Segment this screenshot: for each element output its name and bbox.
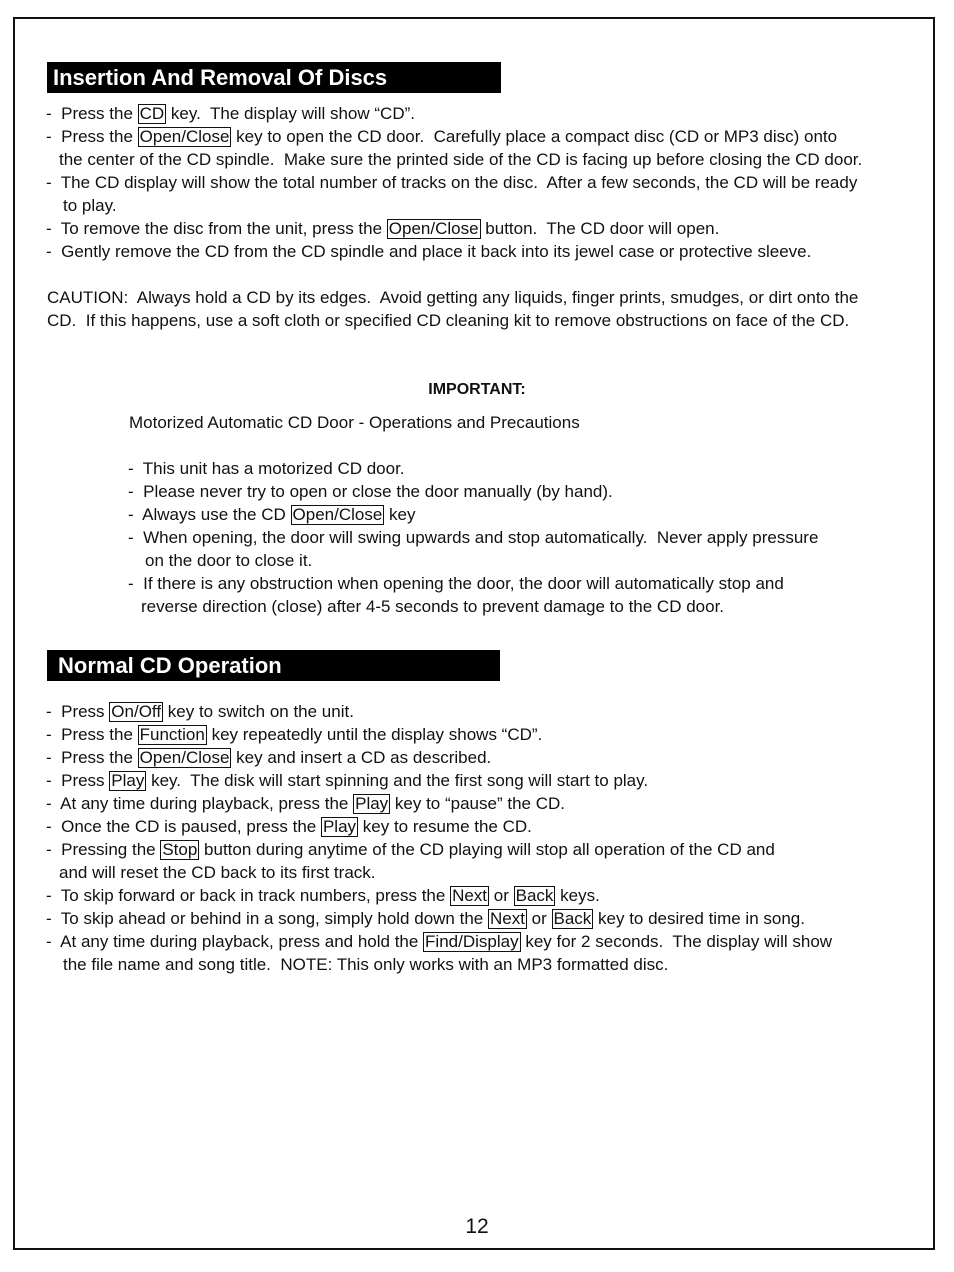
precaution-line: - If there is any obstruction when opening the door, the door will automatically stop and (128, 574, 784, 593)
key-label-back: Back (515, 886, 554, 905)
instruction-line: - At any time during playback, press and hold the Find/Display key for 2 seconds. The display will show (46, 932, 833, 951)
key-label-play: Play (355, 794, 389, 813)
instruction-line: the center of the CD spindle. Make sure the printed side of the CD is facing up before closing the CD door. (59, 150, 863, 169)
precaution-line: - This unit has a motorized CD door. (128, 459, 405, 478)
instruction-line: - Press Play key. The disk will start spinning and the first song will start to play. (46, 771, 649, 790)
instruction-line: - Once the CD is paused, press the Play key to resume the CD. (46, 817, 532, 836)
key-label-next: Next (489, 909, 525, 928)
key-label-function: Function (139, 725, 205, 744)
section-heading-normal-cd: Normal CD Operation (47, 650, 500, 681)
instruction-line: - To remove the disc from the unit, press the Open/Close button. The CD door will open. (46, 219, 720, 238)
key-label-open-close: Open/Close (292, 505, 383, 524)
instruction-line: - Press the Function key repeatedly until the display shows “CD”. (46, 725, 543, 744)
instruction-line: - To skip ahead or behind in a song, simply hold down the Next or Back key to desired time in song. (46, 909, 805, 928)
page-number: 12 (465, 1215, 489, 1238)
precaution-line: reverse direction (close) after 4-5 seconds to prevent damage to the CD door. (141, 597, 725, 616)
instruction-line: - Gently remove the CD from the CD spindle and place it back into its jewel case or protective sleeve. (46, 242, 812, 261)
precaution-line: on the door to close it. (145, 551, 313, 570)
caution-text: CAUTION: Always hold a CD by its edges. Avoid getting any liquids, finger prints, smudges, or dirt onto the (47, 288, 859, 307)
key-label-play: Play (111, 771, 145, 790)
instruction-line: - Press the Open/Close key and insert a CD as described. (46, 748, 492, 767)
key-label-stop: Stop (162, 840, 198, 859)
important-subtitle: Motorized Automatic CD Door - Operations and Precautions (129, 413, 580, 432)
key-label-open-close: Open/Close (139, 127, 230, 146)
key-label-find-display: Find/Display (425, 932, 519, 951)
key-label-play: Play (322, 817, 357, 836)
key-label-next: Next (452, 886, 488, 905)
instruction-line: - Press the CD key. The display will show “CD”. (46, 104, 415, 123)
instruction-line: - The CD display will show the total number of tracks on the disc. After a few seconds, the CD will be ready (46, 173, 858, 192)
instruction-line: - Press On/Off key to switch on the unit. (46, 702, 354, 721)
instruction-line: and will reset the CD back to its first track. (59, 863, 376, 882)
instruction-line: - At any time during playback, press the Play key to “pause” the CD. (46, 794, 565, 813)
instruction-line: the file name and song title. NOTE: This only works with an MP3 formatted disc. (63, 955, 669, 974)
key-label-cd: CD (139, 104, 165, 123)
instruction-line: - Press the Open/Close key to open the CD door. Carefully place a compact disc (CD or MP3 disc) onto (46, 127, 838, 146)
instruction-line: to play. (63, 196, 117, 215)
key-label-open-close: Open/Close (388, 219, 479, 238)
section-heading-insertion: Insertion And Removal Of Discs (47, 62, 501, 93)
precaution-line: - Please never try to open or close the door manually (by hand). (128, 482, 613, 501)
precaution-line: - When opening, the door will swing upwards and stop automatically. Never apply pressure (128, 528, 819, 547)
page-border (13, 17, 935, 1250)
key-label-back: Back (553, 909, 592, 928)
key-label-open-close: Open/Close (139, 748, 230, 767)
instruction-line: - Pressing the Stop button during anytime of the CD playing will stop all operation of the CD and (46, 840, 775, 859)
key-label-on-off: On/Off (111, 702, 162, 721)
important-label: IMPORTANT: (428, 381, 526, 398)
caution-text: CD. If this happens, use a soft cloth or specified CD cleaning kit to remove obstructions on face of the CD. (47, 311, 850, 330)
precaution-line: - Always use the CD Open/Close key (128, 505, 416, 524)
instruction-line: - To skip forward or back in track numbers, press the Next or Back keys. (46, 886, 600, 905)
